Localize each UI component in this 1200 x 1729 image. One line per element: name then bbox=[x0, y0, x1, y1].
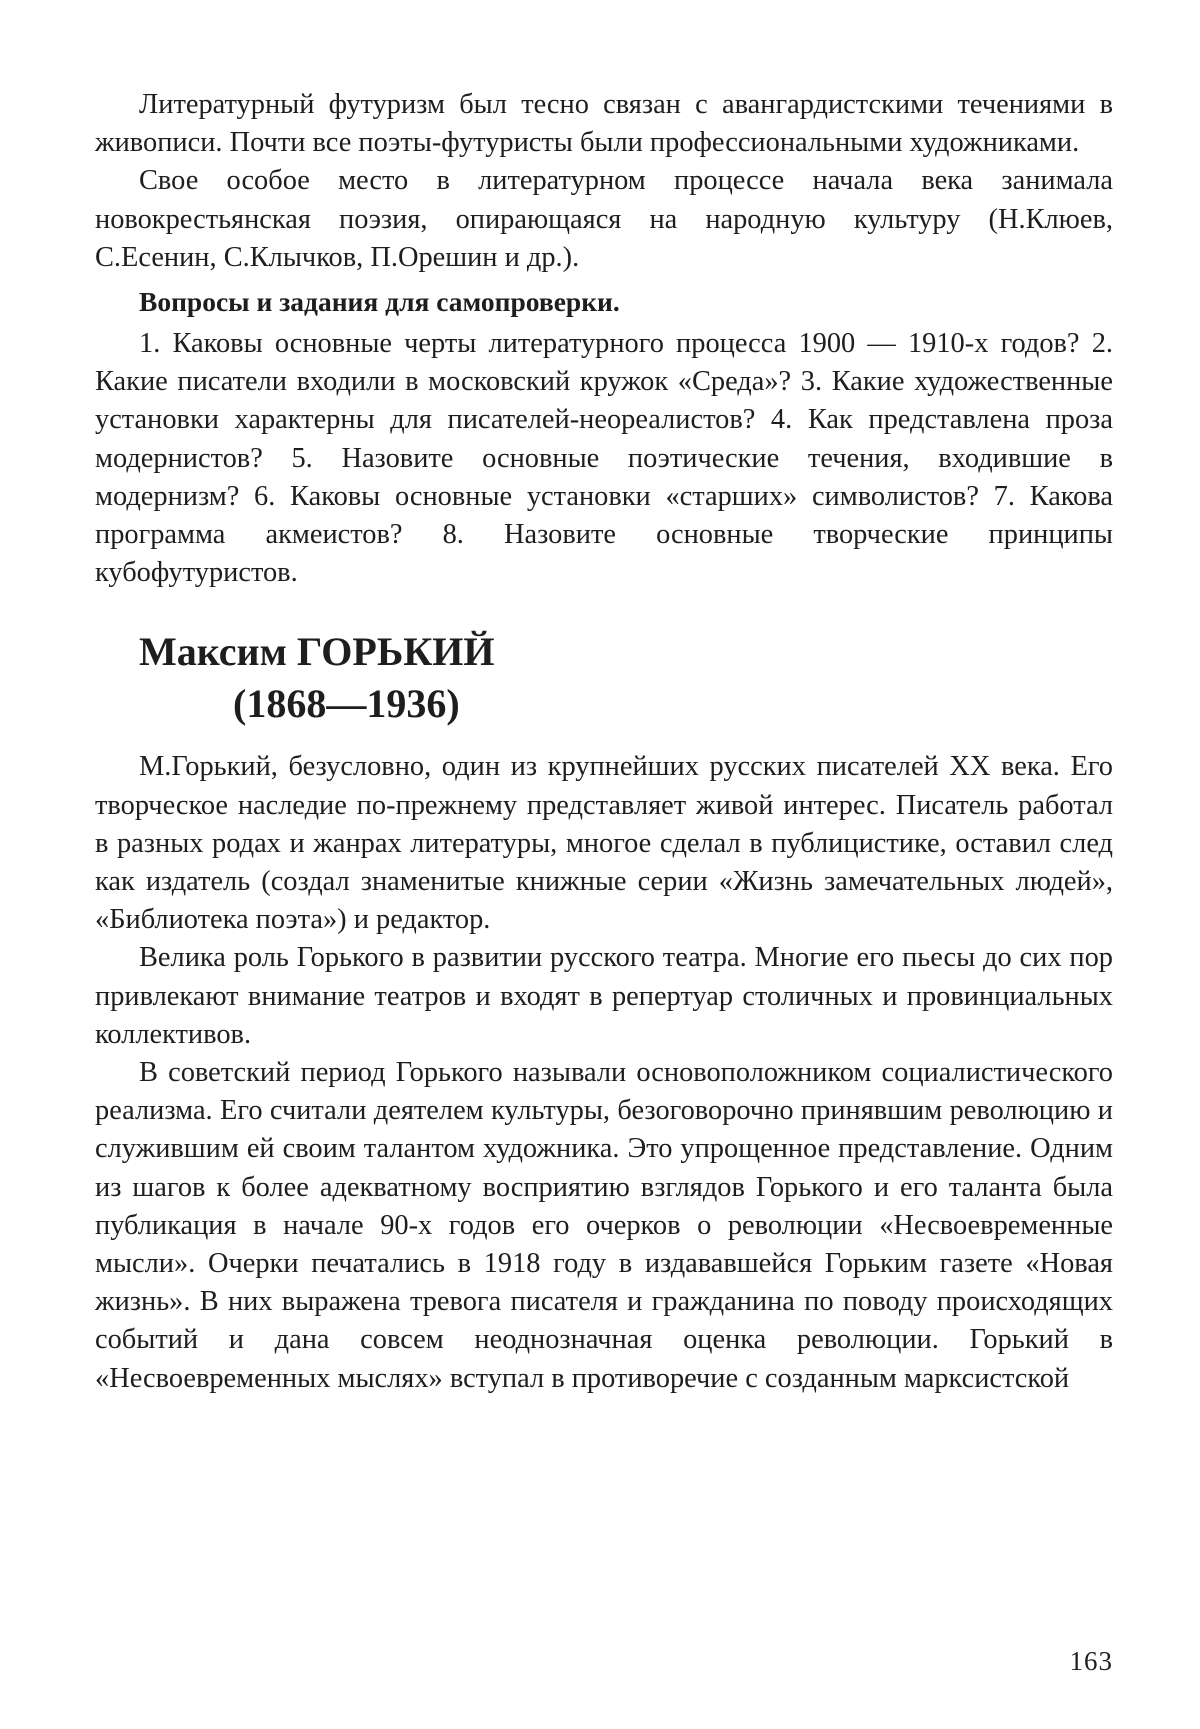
chapter-paragraph-2: Велика роль Горького в развитии русского театра. Многие его пьесы до сих пор привлекают внимание театров и входят в репертуар столичных и провинциальных коллективов. bbox=[95, 942, 1113, 1050]
chapter-title: Максим ГОРЬКИЙ bbox=[139, 629, 495, 675]
self-check-title: Вопросы и задания для самопроверки. bbox=[139, 286, 620, 318]
self-check-questions: 1. Каковы основные черты литературного процесса 1900 — 1910-х годов? 2. Какие писатели входили в московский кружок «Среда»? 3. Какие художественные установки характерны для писателей-неореалистов? 4. Как представлена проза модернистов? 5. Назовите основные поэтические течения, входившие в модернизм? 6. Каковы основные установки «старших» символистов? 7. Какова программа акмеистов? 8. Назовите основные творческие принципы кубофутуристов. bbox=[95, 328, 1113, 589]
chapter-dates: (1868—1936) bbox=[233, 681, 460, 727]
intro-paragraph-1: Литературный футуризм был тесно связан с авангардистскими течениями в живописи. Почти все поэты-футуристы были профессиональными художниками. bbox=[95, 89, 1113, 159]
chapter-paragraph-3: В советский период Горького называли основоположником социалистического реализма. Его считали деятелем культуры, безоговорочно принявшим революцию и служившим ей своим талантом художника. Это упрощенное представление. Одним из шагов к более адекватному восприятию взглядов Горького и его таланта была публикация в начале 90-х годов его очерков о революции «Несвоевременные мысли». Очерки печатались в 1918 году в издававшейся Горьким газете «Новая жизнь». В них выражена тревога писателя и гражданина по поводу происходящих событий и дана совсем неоднозначная оценка революции. Горький в «Несвоевременных мыслях» вступал в противоречие с созданным марксистской bbox=[95, 1057, 1113, 1394]
page-number: 163 bbox=[1069, 1646, 1113, 1676]
chapter-paragraph-1: М.Горький, безусловно, один из крупнейших русских писателей XX века. Его творческое наследие по-прежнему представляет живой интерес. Писатель работал в разных родах и жанрах литературы, многое сделал в публицистике, оставил след как издатель (создал знаменитые книжные серии «Жизнь замечательных людей», «Библиотека поэта») и редактор. bbox=[95, 751, 1113, 936]
intro-paragraph-2: Свое особое место в литературном процессе начала века занимала новокрестьянская поэзия, опирающаяся на народную культуру (Н.Клюев, С.Есенин, С.Клычков, П.Орешин и др.). bbox=[95, 165, 1113, 273]
page-content bbox=[95, 86, 1113, 1398]
chapter-heading bbox=[95, 626, 1113, 730]
